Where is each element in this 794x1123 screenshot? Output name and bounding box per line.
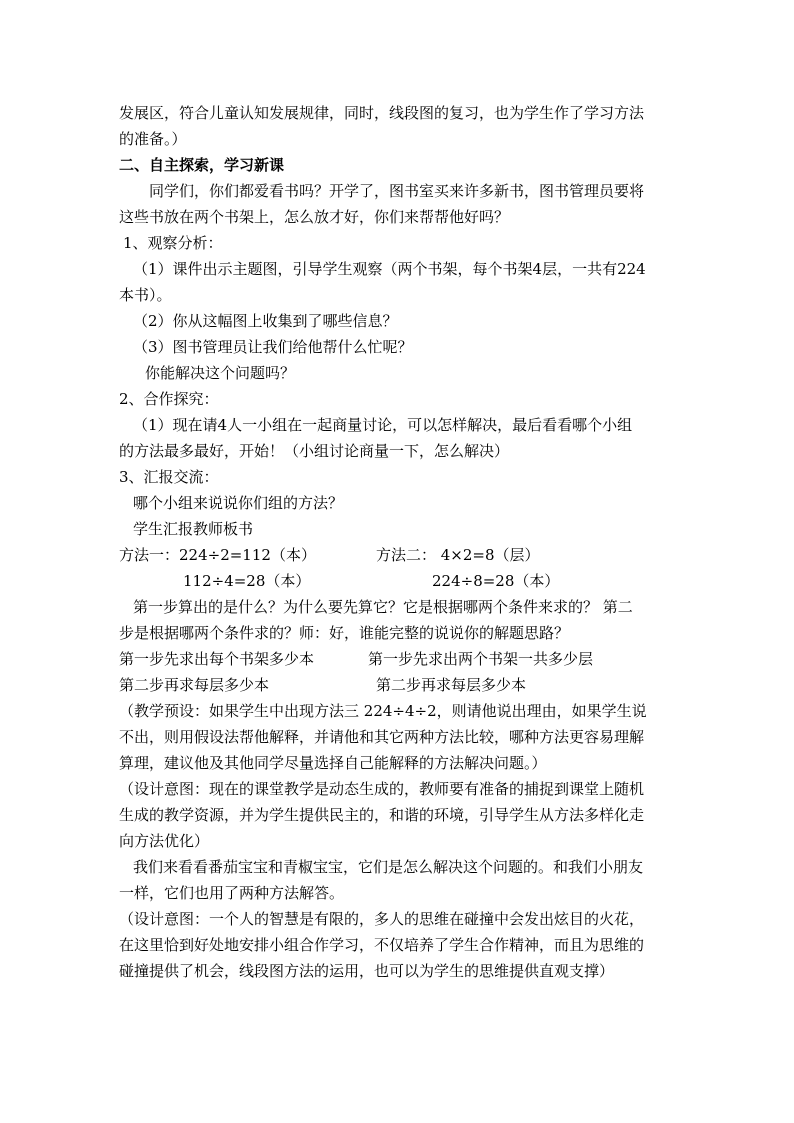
method-two-step-desc-1: 第一步先求出两个书架一共多少层 bbox=[368, 650, 594, 668]
method-one-step-desc-2: 第二步再求每层多少本 bbox=[119, 676, 270, 694]
paragraph-line: 这些书放在两个书架上，怎么放才好，你们来帮帮他好吗？ bbox=[119, 208, 510, 226]
method-one-step-2: 112÷4=28（本） bbox=[183, 572, 311, 590]
paragraph-line: 步是根据哪两个条件求的？师：好，谁能完整的说说你的解题思路？ bbox=[119, 624, 570, 642]
design-note-line: 在这里恰到好处地安排小组合作学习，不仅培养了学生合作精神，而且为思维的 bbox=[119, 936, 645, 954]
subsection-heading: 3、汇报交流： bbox=[119, 468, 219, 486]
design-note-line: 生成的教学资源，并为学生提供民主的，和谐的环境，引导学生从方法多样化走 bbox=[119, 806, 645, 824]
list-item: （2）你从这幅图上收集到了哪些信息？ bbox=[133, 312, 398, 330]
paragraph-line: 发展区，符合儿童认知发展规律，同时，线段图的复习，也为学生作了学习方法 bbox=[119, 104, 645, 122]
list-item: （3）图书管理员让我们给他帮什么忙呢？ bbox=[133, 338, 413, 356]
steps-row-1 bbox=[119, 649, 679, 669]
list-item: （1）现在请4人一小组在一起商量讨论，可以怎样解决，最后看看哪个小组 bbox=[133, 416, 633, 434]
paragraph-line: 的准备。） bbox=[119, 130, 187, 148]
list-item: 你能解决这个问题吗？ bbox=[145, 364, 296, 382]
paragraph-line: 同学们，你们都爱看书吗？开学了，图书室买来许多新书，图书管理员要将 bbox=[149, 182, 645, 200]
method-one-step-1: 方法一：224÷2=112（本） bbox=[119, 546, 316, 564]
subsection-heading: 1、观察分析： bbox=[123, 234, 223, 252]
design-note-line: 碰撞提供了机会，线段图方法的运用，也可以为学生的思维提供直观支撑） bbox=[119, 962, 615, 980]
paragraph-line: 一样，它们也用了两种方法解答。 bbox=[119, 884, 345, 902]
design-note-line: （设计意图：一个人的智慧是有限的，多人的思维在碰撞中会发出炫目的火花， bbox=[119, 910, 645, 928]
teaching-note-line: （教学预设：如果学生中出现方法三 224÷4÷2，则请他说出理由，如果学生说 bbox=[119, 702, 647, 720]
steps-row-2 bbox=[119, 675, 679, 695]
method-two-step-2: 224÷8=28（本） bbox=[432, 572, 560, 590]
design-note-line: （设计意图：现在的课堂教学是动态生成的，教师要有准备的捕捉到课堂上随机 bbox=[119, 780, 645, 798]
list-item-continued: 的方法最多最好，开始！（小组讨论商量一下，怎么解决） bbox=[119, 442, 510, 460]
paragraph-line: 学生汇报教师板书 bbox=[133, 520, 254, 538]
method-row-1 bbox=[119, 545, 679, 565]
paragraph-line: 哪个小组来说说你们组的方法？ bbox=[133, 494, 344, 512]
list-item-continued: 本书）。 bbox=[119, 286, 172, 304]
paragraph-line: 第一步算出的是什么？为什么要先算它？它是根据哪两个条件来求的？ 第二 bbox=[133, 598, 633, 616]
method-two-step-desc-2: 第二步再求每层多少本 bbox=[376, 676, 527, 694]
section-heading: 二、自主探索，学习新课 bbox=[119, 156, 285, 174]
list-item: （1）课件出示主题图，引导学生观察（两个书架，每个书架4层，一共有224 bbox=[133, 260, 646, 278]
method-one-step-desc-1: 第一步先求出每个书架多少本 bbox=[119, 650, 315, 668]
teaching-note-line: 算理，建议他及其他同学尽量选择自己能解释的方法解决问题。） bbox=[119, 754, 547, 772]
subsection-heading: 2、合作探究： bbox=[119, 390, 219, 408]
design-note-line: 向方法优化） bbox=[119, 832, 210, 850]
method-two-step-1: 方法二： 4×2=8（层） bbox=[376, 546, 540, 564]
paragraph-line: 我们来看看番茄宝宝和青椒宝宝，它们是怎么解决这个问题的。和我们小朋友 bbox=[133, 858, 644, 876]
teaching-note-line: 不出，则用假设法帮他解释，并请他和其它两种方法比较，哪种方法更容易理解 bbox=[119, 728, 645, 746]
